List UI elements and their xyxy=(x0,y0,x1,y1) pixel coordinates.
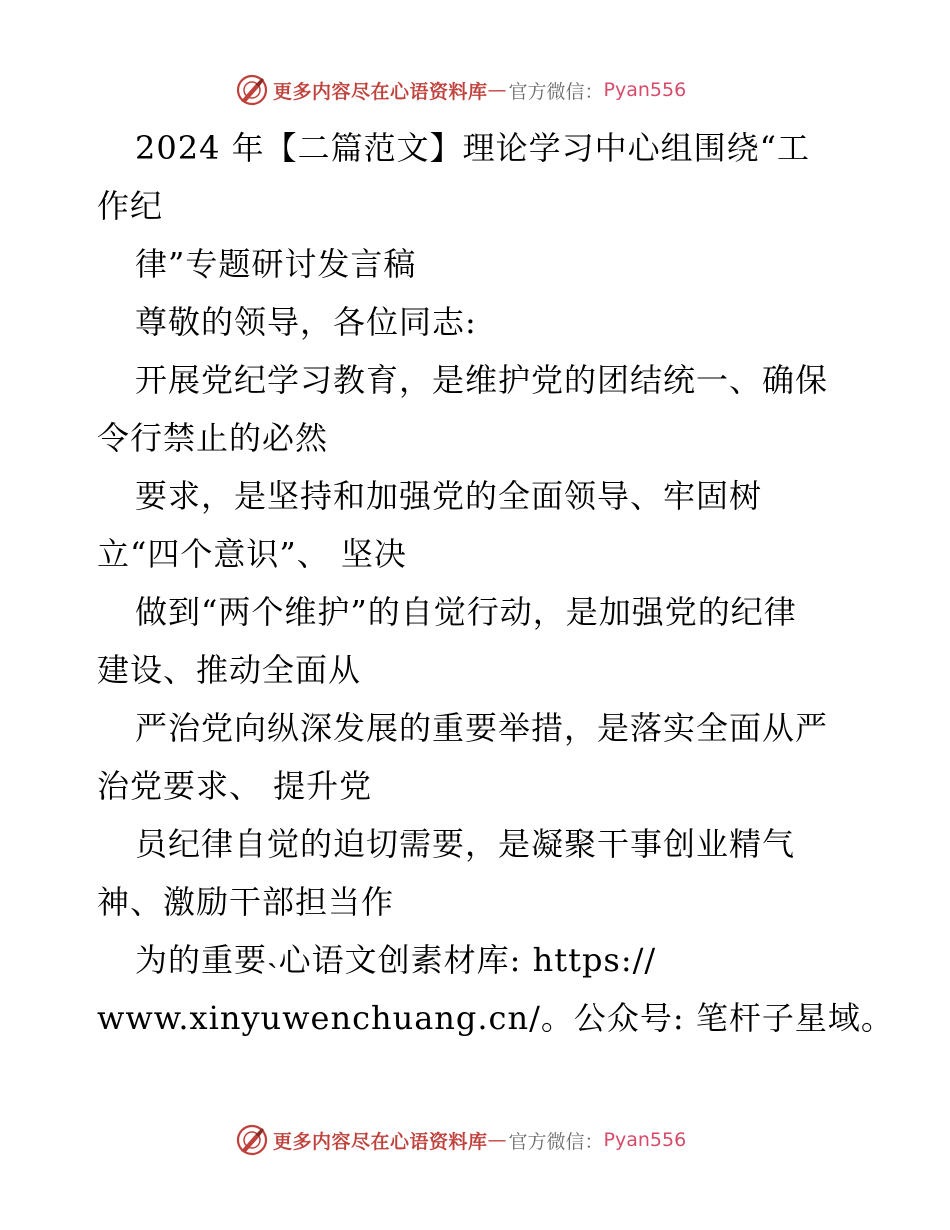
watermark-brand-text: 更多内容尽在心语资料库 xyxy=(273,80,488,103)
paragraph-line: 开展党纪学习教育，是维护党的团结统一、确保 xyxy=(135,361,829,399)
pen-logo-icon xyxy=(235,73,269,107)
watermark-dash: — xyxy=(487,79,507,101)
paragraph-line: 立“四个意识”、 坚决 xyxy=(97,535,407,573)
paragraph-line: 为的重要˴心语文创素材库: https:// xyxy=(135,941,657,979)
watermark-wechat-label: 官方微信： xyxy=(508,80,604,103)
paragraph-line: www.xinyuwenchuang.cn/。公众号: 笔杆子星域。 xyxy=(97,999,894,1037)
paragraph-line: 严治党向纵深发展的重要举措，是落实全面从严 xyxy=(135,709,829,747)
salutation-line: 尊敬的领导，各位同志: xyxy=(135,303,477,341)
header-watermark xyxy=(235,72,686,108)
footer-watermark xyxy=(235,1122,686,1158)
watermark-wechat-label: 官方微信： xyxy=(508,1130,604,1153)
paragraph-line: 治党要求、 提升党 xyxy=(97,767,373,805)
paragraph-line: 要求，是坚持和加强党的全面领导、牢固树 xyxy=(135,477,763,515)
paragraph-line: 建设、推动全面从 xyxy=(97,651,362,689)
title-line-2: 作纪 xyxy=(97,187,164,225)
title-line-3: 律”专题研讨发言稿 xyxy=(135,245,417,283)
paragraph-line: 令行禁止的必然 xyxy=(97,419,329,457)
watermark-wechat-id: Pyan556 xyxy=(603,1129,687,1151)
watermark-wechat-id: Pyan556 xyxy=(603,79,687,101)
paragraph-line: 做到“两个维护”的自觉行动，是加强党的纪律 xyxy=(135,593,797,631)
pen-logo-icon xyxy=(235,1123,269,1157)
title-line-1: 2024 年【二篇范文】理论学习中心组围绕“工 xyxy=(135,129,810,167)
paragraph-line: 神、激励干部担当作 xyxy=(97,883,395,921)
watermark-dash: — xyxy=(487,1129,507,1151)
watermark-brand-text: 更多内容尽在心语资料库 xyxy=(273,1130,488,1153)
paragraph-line: 员纪律自觉的迫切需要，是凝聚干事创业精气 xyxy=(135,825,796,863)
